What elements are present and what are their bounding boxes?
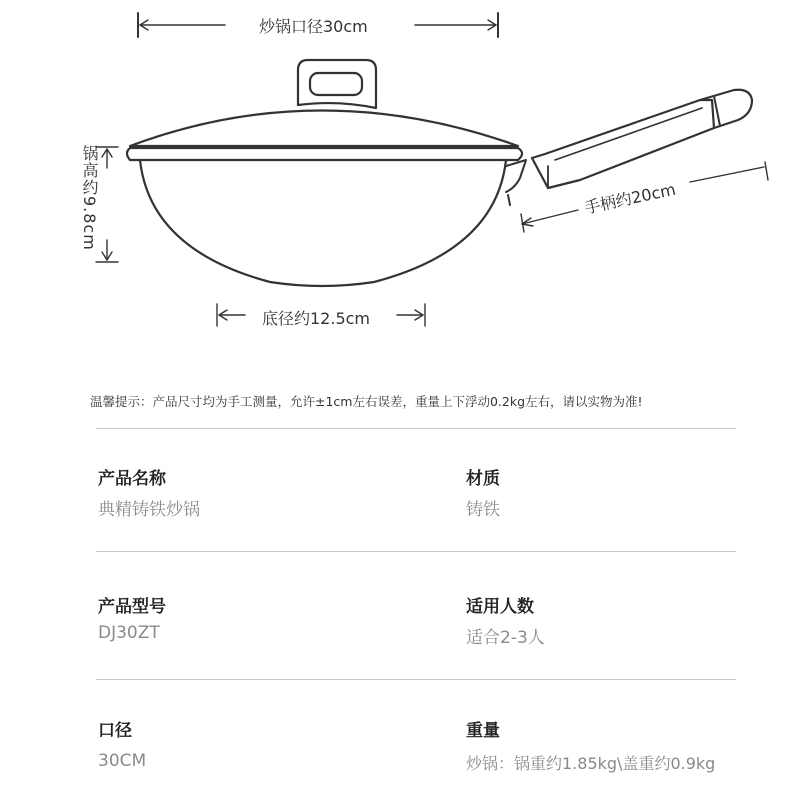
wok-body [140,160,506,286]
divider [96,679,736,680]
divider [96,428,736,429]
diameter-label: 炒锅口径30cm [259,17,368,36]
notice-text: 温馨提示：产品尺寸均为手工测量，允许±1cm左右误差，重量上下浮动0.2kg左右，请以实物为准! [90,394,643,409]
base-label: 底径约12.5cm [262,309,371,328]
spec-value-weight: 炒锅：锅重约1.85kg\盖重约0.9kg [466,754,716,773]
height-label: 锅高约9.8cm [80,145,99,251]
spec-label-weight: 重量 [466,721,500,741]
wok-diagram [0,0,800,360]
divider [96,551,736,552]
rim [127,148,522,160]
lid [130,111,518,147]
handle-label: 手柄约20cm [582,179,678,218]
spec-value-material: 铸铁 [466,500,500,520]
spec-value-servings: 适合2-3人 [466,628,545,648]
spec-label-model: 产品型号 [98,597,166,617]
spec-value-product-name: 典精铸铁炒锅 [98,500,200,520]
spec-label-diameter: 口径 [98,721,132,741]
spec-label-material: 材质 [466,469,500,489]
spec-value-diameter: 30CM [98,751,147,771]
spec-label-product-name: 产品名称 [98,469,166,489]
spec-value-model: DJ30ZT [98,623,160,643]
spec-label-servings: 适用人数 [466,597,534,617]
